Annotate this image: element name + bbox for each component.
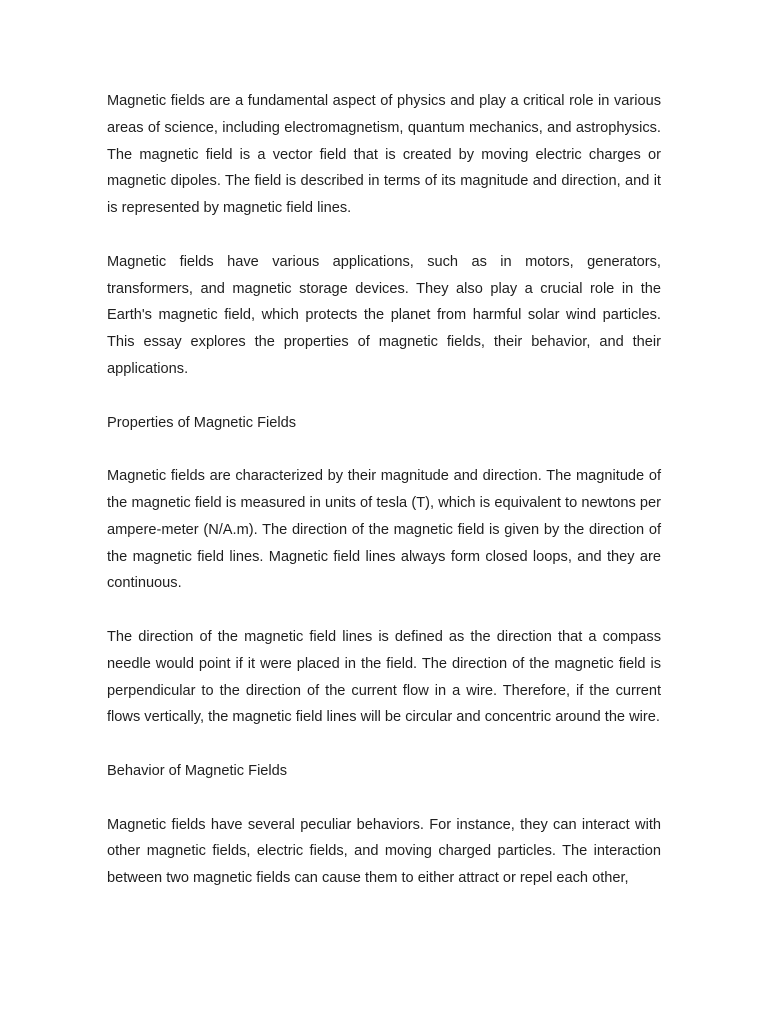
properties-paragraph-2: The direction of the magnetic field lines is defined as the direction that a compass needle would point if it were placed in the field. The direction of the magnetic field is perpendicular to the direction of the current flow in a wire. Therefore, if the current flows vertically, the magnetic field lines will be circular and concentric around the wire. <box>107 628 661 726</box>
document-body <box>107 88 661 919</box>
applications-paragraph: Magnetic fields have various applications, such as in motors, generators, transformers, and magnetic storage devices. They also play a crucial role in the Earth's magnetic field, which protects the planet from harmful solar wind particles. This essay explores the properties of magnetic fields, their behavior, and their applications. <box>107 253 661 377</box>
behavior-paragraph: Magnetic fields have several peculiar behaviors. For instance, they can interact with other magnetic fields, electric fields, and moving charged particles. The interaction between two magnetic fields can cause them to either attract or repel each other, <box>107 816 661 887</box>
properties-paragraph-1: Magnetic fields are characterized by their magnitude and direction. The magnitude of the magnetic field is measured in units of tesla (T), which is equivalent to newtons per ampere-meter (N/A.m). The direction of the magnetic field is given by the direction of the magnetic field lines. Magnetic field lines always form closed loops, and they are continuous. <box>107 468 661 592</box>
section-heading-behavior: Behavior of Magnetic Fields <box>107 762 288 779</box>
section-heading-properties: Properties of Magnetic Fields <box>107 414 296 431</box>
intro-paragraph: Magnetic fields are a fundamental aspect of physics and play a critical role in various areas of science, including electromagnetism, quantum mechanics, and astrophysics. The magnetic field is a vector field that is created by moving electric charges or magnetic dipoles. The field is described in terms of its magnitude and direction, and it is represented by magnetic field lines. <box>107 93 661 217</box>
